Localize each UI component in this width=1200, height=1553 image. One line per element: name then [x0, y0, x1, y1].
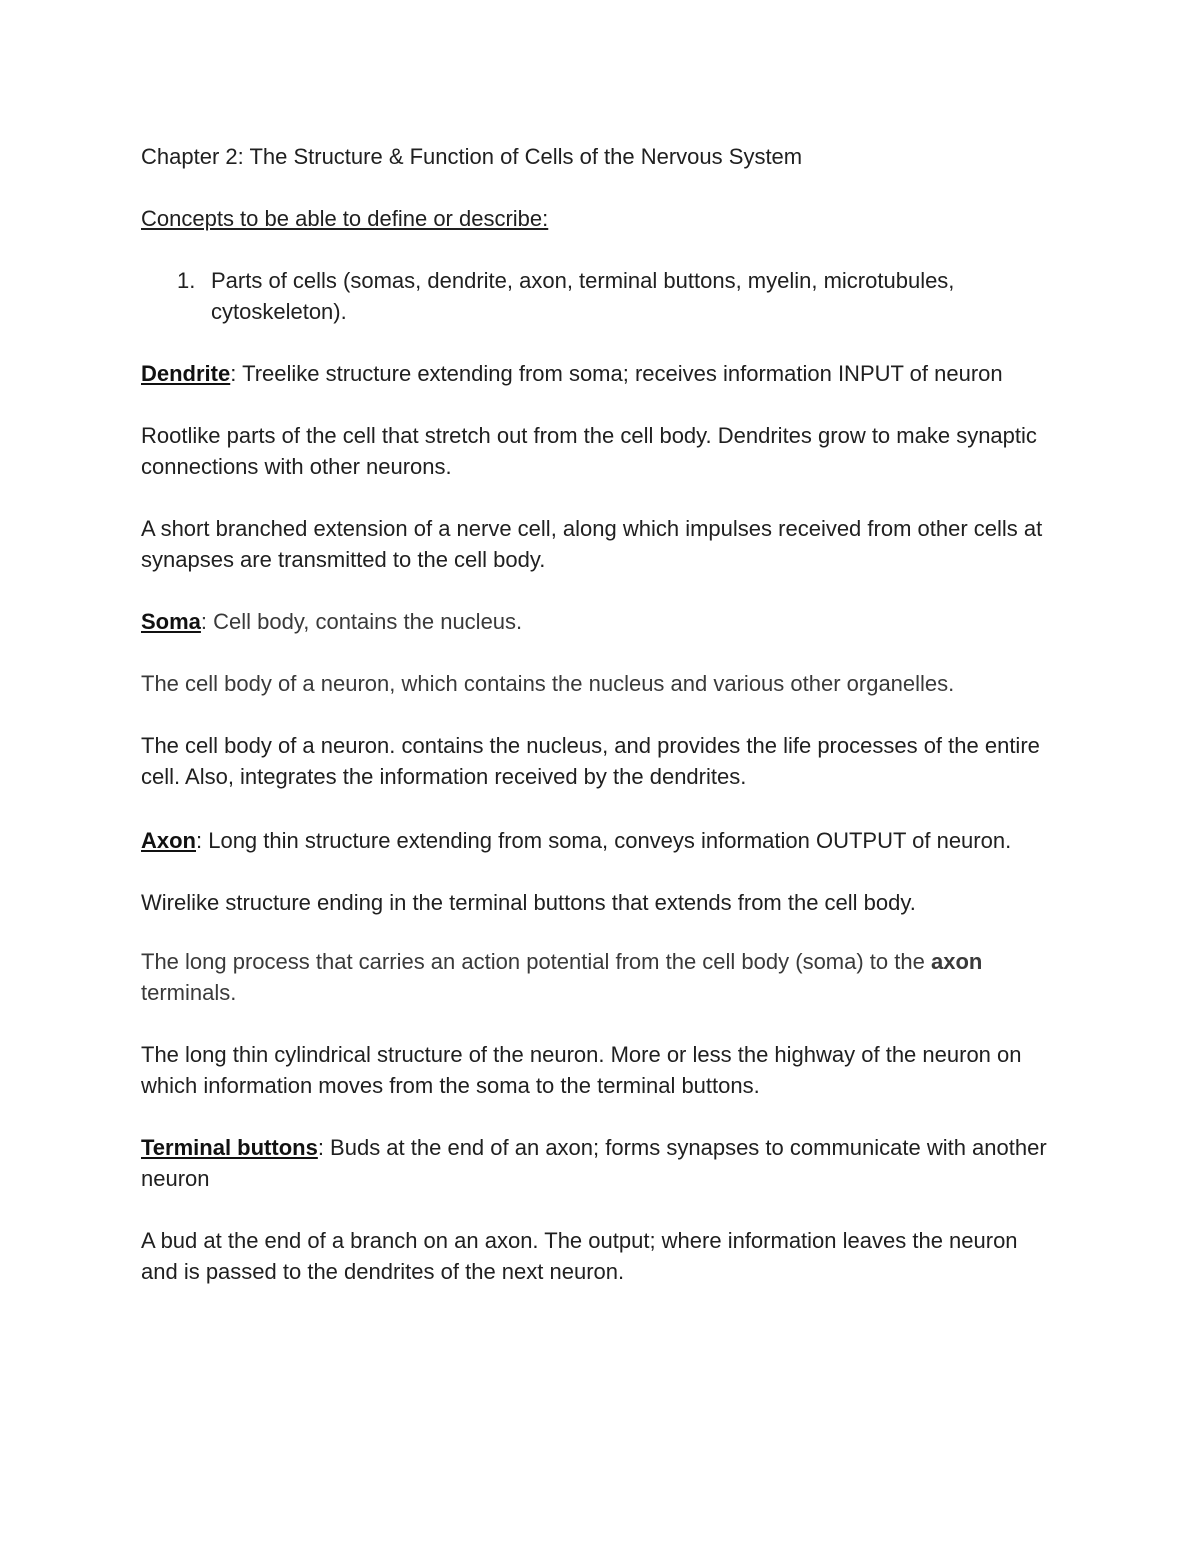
dendrite-paragraph-2: A short branched extension of a nerve cell, along which impulses received from other cells at synapses are transmitted to the cell body.	[141, 516, 1043, 572]
soma-def-text: : Cell body, contains the nucleus.	[200, 609, 523, 634]
concepts-heading: Concepts to be able to define or describe:	[141, 206, 549, 231]
axon-definition	[141, 825, 1056, 856]
axon-term: Axon	[141, 828, 196, 853]
soma-term: Soma	[141, 609, 201, 634]
axon-def-text: : Long thin structure extending from soma, conveys information OUTPUT of neuron.	[196, 828, 1012, 853]
dendrite-paragraph-1: Rootlike parts of the cell that stretch out from the cell body. Dendrites grow to make synaptic connections with other neurons.	[141, 423, 1037, 479]
document-page	[141, 141, 1056, 1287]
axon-paragraph-2	[141, 946, 1056, 1008]
list-item	[141, 265, 1056, 327]
dendrite-def-text: : Treelike structure extending from soma; receives information INPUT of neuron	[230, 361, 1003, 386]
dendrite-definition	[141, 358, 1056, 389]
axon-paragraph-1: Wirelike structure ending in the terminal buttons that extends from the cell body.	[141, 890, 916, 915]
list-text: Parts of cells (somas, dendrite, axon, terminal buttons, myelin, microtubules, cytoskeleton).	[211, 268, 955, 324]
terminal-buttons-definition	[141, 1132, 1056, 1194]
list-number: 1.	[177, 268, 196, 293]
axon-paragraph-3: The long thin cylindrical structure of the neuron. More or less the highway of the neuron on which information moves from the soma to the terminal buttons.	[141, 1042, 1022, 1098]
dendrite-term: Dendrite	[141, 361, 231, 386]
soma-paragraph-1: The cell body of a neuron, which contains the nucleus and various other organelles.	[141, 671, 955, 696]
terminal-buttons-def-text: : Buds at the end of an axon; forms synapses to communicate with another neuron	[141, 1135, 1047, 1191]
document-title: Chapter 2: The Structure & Function of Cells of the Nervous System	[141, 144, 803, 169]
axon-p2-bold: axon	[930, 949, 983, 974]
axon-p2-before: The long process that carries an action potential from the cell body (soma) to the	[141, 949, 931, 974]
axon-p2-after: terminals.	[141, 980, 237, 1005]
soma-definition	[141, 606, 1056, 637]
terminal-buttons-paragraph-1: A bud at the end of a branch on an axon. The output; where information leaves the neuron and is passed to the dendrites of the next neuron.	[141, 1228, 1018, 1284]
soma-paragraph-2: The cell body of a neuron. contains the nucleus, and provides the life processes of the entire cell. Also, integrates the information received by the dendrites.	[141, 733, 1040, 789]
terminal-buttons-term: Terminal buttons	[141, 1135, 318, 1160]
